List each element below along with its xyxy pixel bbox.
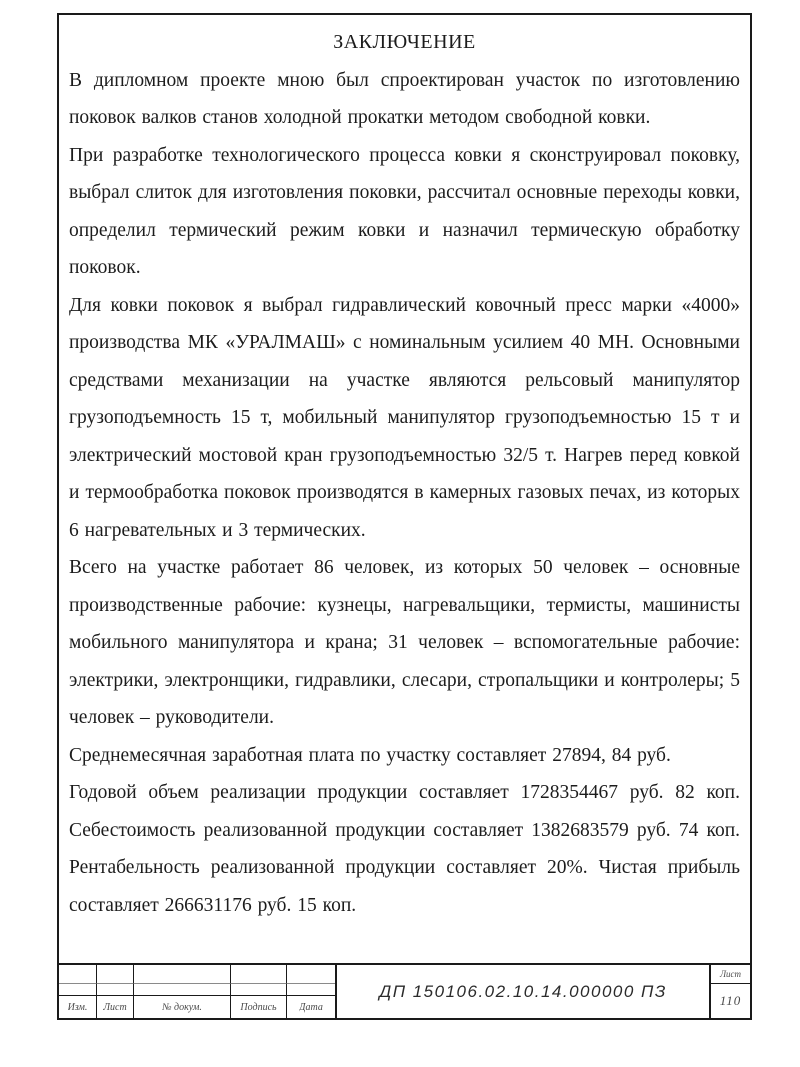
stamp-cell-empty bbox=[231, 965, 287, 984]
stamp-cell-empty bbox=[59, 965, 97, 984]
stamp-cell-empty bbox=[59, 984, 97, 996]
stamp-cell-empty bbox=[287, 965, 335, 984]
sheet-number-block bbox=[709, 965, 750, 1018]
page-frame bbox=[57, 13, 752, 963]
paragraph-salary: Среднемесячная заработная плата по участку составляет 27894, 84 руб. bbox=[69, 744, 671, 766]
document-designation: ДП 150106.02.10.14.000000 ПЗ bbox=[379, 981, 667, 1001]
stamp-col-label-list bbox=[97, 996, 134, 1018]
paragraph-equipment: Для ковки поковок я выбрал гидравлический ковочный пресс марки «4000» производства МК «УРАЛМАШ» с номинальным усилием 40 МН. Основными средствами механизации на участке являются рельсовый манипулятор грузоподъемность 15 т, мобильный манипулятор грузоподъемностью 15 т и электрический мостовой кран грузоподъемностью 32/5 т. Нагрев перед ковкой и термообработка поковок производятся в камерных газовых печах, из которых 6 нагревательных и 3 термических. bbox=[69, 294, 740, 541]
paragraph-economics: Годовой объем реализации продукции составляет 1728354467 руб. 82 коп. Себестоимость реализованной продукции составляет 1382683579 руб. 74 коп. Рентабельность реализованной продукции составляет 20%. Чистая прибыль составляет 266631176 руб. 15 коп. bbox=[69, 782, 740, 916]
stamp-cell-empty bbox=[97, 984, 134, 996]
stamp-label-podpis: Подпись bbox=[240, 1001, 277, 1013]
document-designation-cell bbox=[337, 965, 709, 1018]
paragraph-project-overview: В дипломном проекте мною был спроектирован участок по изготовлению поковок валков станов холодной прокатки методом свободной ковки. bbox=[69, 69, 740, 128]
stamp-col-label-dokum bbox=[134, 996, 231, 1018]
stamp-label-data: Дата bbox=[299, 1001, 323, 1013]
paragraph-personnel: Всего на участке работает 86 человек, из которых 50 человек – основные производственные рабочие: кузнецы, нагревальщики, термисты, машинисты мобильного манипулятора и крана; 31 человек – вспомогательные рабочие: электрики, электронщики, гидравлики, слесари, стропальщики и контролеры; 5 человек – руководители. bbox=[69, 557, 740, 728]
page-title: ЗАКЛЮЧЕНИЕ bbox=[333, 31, 476, 53]
stamp-cell-empty bbox=[97, 965, 134, 984]
stamp-label-dokum: № докум. bbox=[162, 1001, 202, 1013]
title-block-revision-table bbox=[59, 965, 337, 1018]
stamp-col-label-izm bbox=[59, 996, 97, 1018]
stamp-label-list: Лист bbox=[103, 1001, 127, 1013]
sheet-number-cell bbox=[711, 984, 750, 1018]
stamp-cell-empty bbox=[287, 984, 335, 996]
stamp-label-izm: Изм. bbox=[67, 1001, 88, 1013]
title-block bbox=[57, 963, 752, 1020]
stamp-col-label-podpis bbox=[231, 996, 287, 1018]
sheet-label-cell bbox=[711, 965, 750, 984]
sheet-number: 110 bbox=[719, 993, 742, 1008]
paragraph-process-design: При разработке технологического процесса ковки я сконструировал поковку, выбрал слиток для изготовления поковки, рассчитал основные переходы ковки, определил термический режим ковки и назначил термическую обработку поковок. bbox=[69, 144, 740, 278]
stamp-cell-empty bbox=[231, 984, 287, 996]
stamp-cell-empty bbox=[134, 984, 231, 996]
stamp-col-label-data bbox=[287, 996, 335, 1018]
stamp-cell-empty bbox=[134, 965, 231, 984]
sheet-label: Лист bbox=[719, 969, 742, 979]
